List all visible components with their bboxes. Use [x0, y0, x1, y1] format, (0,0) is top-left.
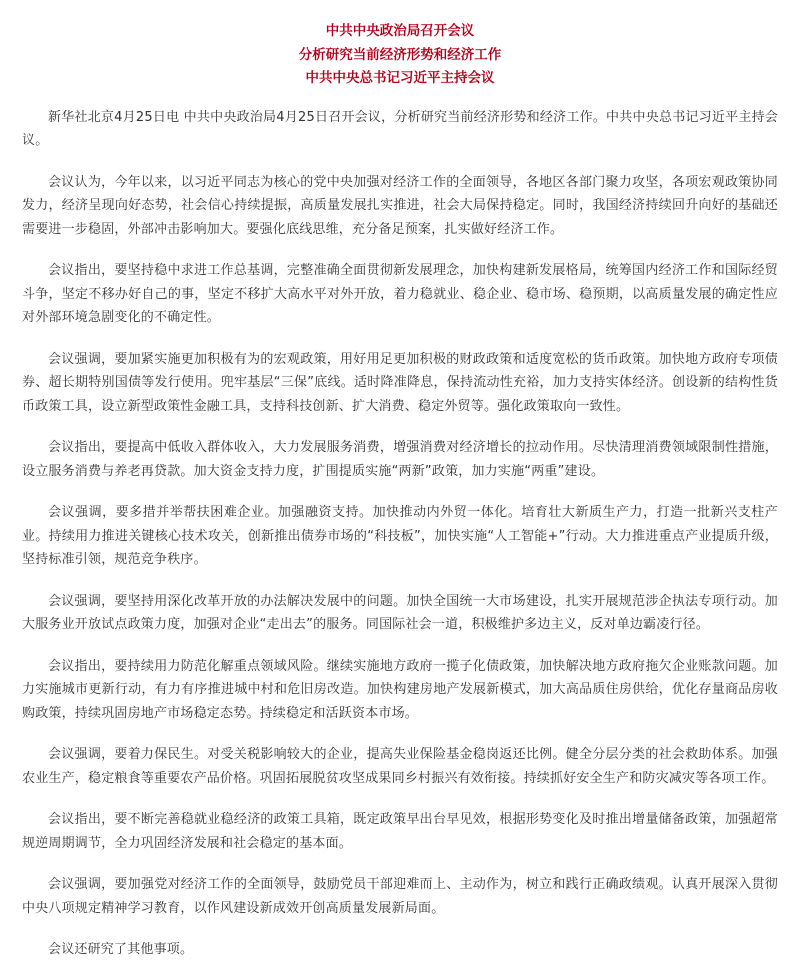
paragraph: 会议强调，要多措并举帮扶困难企业。加强融资支持。加快推动内外贸一体化。培育壮大新质生产力，打造一批新兴支柱产业。持续用力推进关键核心技术攻关，创新推出债券市场的“科技板”，加快实施“人工智能+”行动。大力推进重点产业提质升级，坚持标准引领，规范竞争秩序。	[22, 505, 778, 567]
paragraph-closing: 会议还研究了其他事项。	[48, 942, 194, 957]
paragraph: 会议指出，要持续用力防范化解重点领域风险。继续实施地方政府一揽子化债政策，加快解决地方政府拖欠企业账款问题。加力实施城市更新行动，有力有序推进城中村和危旧房改造。加快构建房地产发展新模式，加大高品质住房供给，优化存量商品房收购政策，持续巩固房地产市场稳定态势。持续稳定和活跃资本市场。	[22, 658, 778, 721]
paragraph: 会议强调，要加强党对经济工作的全面领导，鼓励党员干部迎难而上、主动作为，树立和践行正确政绩观。认真开展深入贯彻中央八项规定精神学习教育，以作风建设新成效开创高质量发展新局面。	[22, 877, 778, 916]
headline-line-3: 中共中央总书记习近平主持会议	[305, 70, 495, 86]
paragraph: 会议指出，要坚持稳中求进工作总基调，完整准确全面贯彻新发展理念，加快构建新发展格局，统筹国内经济工作和国际经贸斗争，坚定不移办好自己的事，坚定不移扩大高水平对外开放，着力稳就业、稳企业、稳市场、稳预期，以高质量发展的确定性应对外部环境急剧变化的不确定性。	[22, 263, 778, 325]
article-headline	[22, 20, 778, 91]
paragraph-dateline: 新华社北京4月25日电 中共中央政治局4月25日召开会议，分析研究当前经济形势和经济工作。中共中央总书记习近平主持会议。	[22, 109, 778, 148]
paragraph: 会议认为，今年以来，以习近平同志为核心的党中央加强对经济工作的全面领导，各地区各部门聚力攻坚，各项宏观政策协同发力，经济呈现向好态势，社会信心持续提振，高质量发展扎实推进，社会大局保持稳定。同时，我国经济持续回升向好的基础还需要进一步稳固，外部冲击影响加大。要强化底线思维，充分备足预案，扎实做好经济工作。	[22, 174, 778, 237]
headline-line-2: 分析研究当前经济形势和经济工作	[298, 46, 502, 63]
paragraph: 会议指出，要提高中低收入群体收入，大力发展服务消费，增强消费对经济增长的拉动作用。尽快清理消费领域限制性措施，设立服务消费与养老再贷款。加大资金支持力度，扩围提质实施“两新”政策，加力实施“两重”建设。	[22, 440, 778, 479]
paragraph: 会议强调，要坚持用深化改革开放的办法解决发展中的问题。加快全国统一大市场建设，扎实开展规范涉企执法专项行动。加大服务业开放试点政策力度，加强对企业“走出去”的服务。同国际社会一道，积极维护多边主义，反对单边霸凌行径。	[22, 593, 778, 632]
paragraph: 会议强调，要着力保民生。对受关税影响较大的企业，提高失业保险基金稳岗返还比例。健全分层分类的社会救助体系。加强农业生产，稳定粮食等重要农产品价格。巩固拓展脱贫攻坚成果同乡村振兴有效衔接。持续抓好安全生产和防灾减灾等各项工作。	[22, 747, 778, 786]
paragraph: 会议指出，要不断完善稳就业稳经济的政策工具箱，既定政策早出台早见效，根据形势变化及时推出增量储备政策，加强超常规逆周期调节，全力巩固经济发展和社会稳定的基本面。	[22, 812, 778, 851]
paragraph: 会议强调，要加紧实施更加积极有为的宏观政策，用好用足更加积极的财政政策和适度宽松的货币政策。加快地方政府专项债券、超长期特别国债等发行使用。兜牢基层“三保”底线。适时降准降息，保持流动性充裕，加力支持实体经济。创设新的结构性货币政策工具，设立新型政策性金融工具，支持科技创新、扩大消费、稳定外贸等。强化政策取向一致性。	[22, 351, 778, 414]
headline-line-1: 中共中央政治局召开会议	[325, 23, 475, 39]
article-body	[22, 106, 778, 962]
